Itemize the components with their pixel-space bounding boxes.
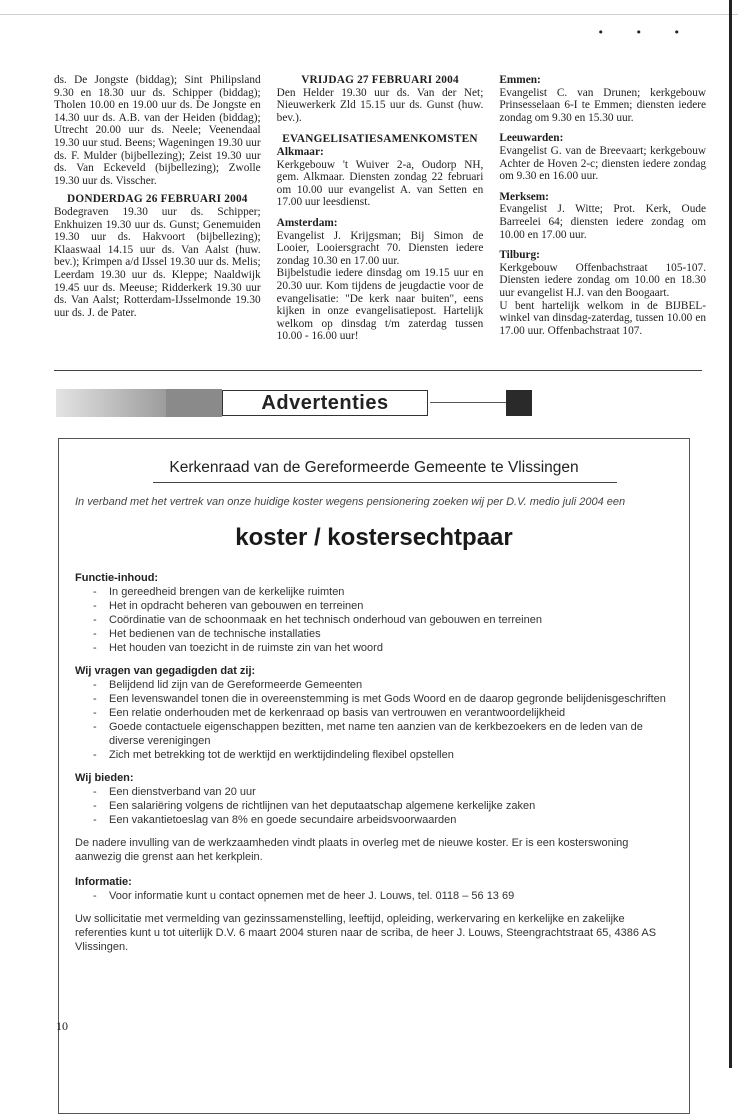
list-item: - Een salariëring volgens de richtlijnen van het deputaatschap algemene kerkelijke zaken — [93, 799, 675, 813]
col2-text-2: Kerkgebouw 't Wuiver 2-a, Oudorp NH, gem. Alkmaar. Diensten zondag 22 februari om 10.00 uur evangelist A. van Setten en 17.00 uur leesdienst. — [276, 158, 484, 209]
col3-location-merksem: Merksem: — [499, 190, 549, 203]
col2-text-3: Evangelist J. Krijgsman; Bij Simon de Looier, Looiersgracht 70. Diensten iedere zondag 10.30 en 17.00 uur. — [276, 229, 484, 267]
list-item: - Een vakantietoeslag van 8% en goede secundaire arbeidsvoorwaarden — [93, 813, 675, 827]
list-item: - Een relatie onderhouden met de kerkenraad op basis van vertrouwen en verantwoordelijkheid — [93, 706, 675, 720]
vragen-heading: Wij vragen van gegadigden dat zij: — [75, 665, 256, 677]
ad-title-underline — [153, 482, 617, 483]
job-advertisement — [58, 438, 690, 1114]
section-divider — [54, 370, 702, 371]
list-item: - Zich met betrekking tot de werktijd en werktijdindeling flexibel opstellen — [93, 748, 675, 762]
list-item: - Belijdend lid zijn van de Gereformeerde Gemeenten — [93, 678, 675, 692]
col3-text-2: Evangelist G. van de Breevaart; kerkgebouw Achter de Hoven 2-c; diensten iedere zondag om 9.30 en 16.00 uur. — [499, 144, 707, 183]
list-item: - Een dienstverband van 20 uur — [93, 785, 675, 799]
col2-text-1: Den Helder 19.30 uur ds. Van der Net; Nieuwerkerk Zld 15.15 uur ds. Gunst (huw. bev.). — [276, 86, 484, 124]
banner-title: Advertenties — [222, 390, 428, 416]
col3-location-leeuwarden: Leeuwarden: — [499, 132, 564, 145]
bieden-heading: Wij bieden: — [75, 772, 134, 784]
col3-text-4: Kerkgebouw Offenbachstraat 105-107. Diensten iedere zondag om 10.00 en 18.30 uur evangelist H.J. van den Boogaart. — [499, 261, 707, 299]
list-item: - Het bedienen van de technische installaties — [93, 627, 675, 641]
col1-text-1: ds. De Jongste (biddag); Sint Philipsland 9.30 en 18.30 uur ds. Schipper (biddag); Tholen 10.00 en 19.00 uur ds. De Jongste en 14.30 uur ds. A.B. van der Heiden (biddag); Utrecht 20.00 uur ds. Neele; Veenendaal 19.30 uur stud. Beens; Wageningen 19.30 uur ds. F. Mulder (bijbellezing); Zeist 19.30 uur ds. Van Eckeveld (bijbellezing); Zwolle 19.30 uur ds. Visscher. — [54, 74, 261, 187]
vragen-list — [75, 678, 675, 762]
column-3 — [499, 74, 706, 343]
nadere-paragraph: De nadere invulling van de werkzaamheden vindt plaats in overleg met de nieuwe koster. Er is een kosterswoning aanwezig die grenst aan het kerkplein. — [75, 837, 629, 863]
col1-text-2: Bodegraven 19.30 uur ds. Schipper; Enkhuizen 19.30 uur ds. Gunst; Genemuiden 19.30 uur ds. Hakvoort (bijbellezing); Klaaswaal 14.15 uur ds. Van Aalst (huw. bev.); Krimpen a/d IJssel 19.30 uur ds. Melis; Leerdam 19.30 uur ds. Kleppe; Naaldwijk 19.45 uur ds. Meeuse; Ridderkerk 19.30 uur ds. Van Aalst; Rotterdam-IJsselmonde 19.30 uur ds. J. de Pater. — [54, 205, 261, 319]
ad-intro: In verband met het vertrek van onze huidige koster wegens pensionering zoeken wij per D.V. medio juli 2004 een — [75, 496, 626, 508]
ad-job-title: koster / kostersechtpaar — [235, 524, 513, 551]
informatie-heading: Informatie: — [75, 876, 132, 888]
banner-gradient — [56, 389, 166, 417]
column-1 — [54, 74, 261, 343]
scan-edge-top — [0, 14, 738, 15]
list-item: - Voor informatie kunt u contact opnemen met de heer J. Louws, tel. 0118 – 56 13 69 — [93, 889, 675, 903]
banner-dark-block — [166, 389, 222, 417]
informatie-list — [75, 889, 675, 903]
ad-title: Kerkenraad van de Gereformeerde Gemeente te Vlissingen — [169, 459, 579, 476]
list-item: - Een levenswandel tonen die in overeenstemming is met Gods Woord en de daarop gegronde belijdenisgeschriften — [93, 692, 675, 706]
col3-text-1: Evangelist C. van Drunen; kerkgebouw Prinsesselaan 6-I te Emmen; diensten iedere zondag om 9.30 en 15.30 uur. — [499, 86, 707, 124]
col3-location-tilburg: Tilburg: — [499, 249, 540, 262]
col2-location-alkmaar: Alkmaar: — [276, 145, 324, 158]
service-listings — [54, 74, 706, 343]
col2-section-heading: EVANGELISATIESAMENKOMSTEN — [282, 133, 478, 146]
page-number: 10 — [56, 1019, 68, 1033]
col2-text-4: Bijbelstudie iedere dinsdag om 19.15 uur en 20.30 uur. Kom tijdens de jeugdactie voor de evangelisatie: "De kerk naar buiten", eens kijken in onze evangelisatiepost. Hartelijk welkom op dinsdag t/m zaterdag tussen 10.00 - 16.00 uur! — [276, 267, 484, 343]
col2-location-amsterdam: Amsterdam: — [276, 216, 338, 229]
banner-black-square — [506, 390, 532, 416]
list-item: - Coördinatie van de schoonmaak en het technisch onderhoud van gebouwen en terreinen — [93, 613, 675, 627]
ad-body — [75, 571, 675, 965]
col3-location-emmen: Emmen: — [499, 74, 541, 86]
functie-heading: Functie-inhoud: — [75, 572, 159, 584]
list-item: - Goede contactuele eigenschappen bezitten, met name ten aanzien van de kerkbezoekers en de leden van de diverse verenigingen — [93, 720, 675, 748]
list-item: - Het houden van toezicht in de ruimste zin van het woord — [93, 641, 675, 655]
col3-text-3: Evangelist J. Witte; Prot. Kerk, Oude Barreelei 64; diensten iedere zondag om 10.00 en 17.00 uur. — [499, 203, 707, 241]
column-2 — [277, 74, 484, 343]
header-marks: • • • — [597, 26, 694, 39]
list-item: - Het in opdracht beheren van gebouwen en terreinen — [93, 599, 675, 613]
sollicitatie-paragraph: Uw sollicitatie met vermelding van gezinssamenstelling, leeftijd, opleiding, werkervaring en kerkelijke en zakelijke referenties kunt u tot uiterlijk D.V. 6 maart 2004 sturen naar de scriba, de heer J. Louws, Steengrachtstraat 65, 4386 AS Vlissingen. — [75, 913, 657, 953]
bieden-list — [75, 785, 675, 827]
functie-list — [75, 585, 675, 655]
list-item: - In gereedheid brengen van de kerkelijke ruimten — [93, 585, 675, 599]
advertenties-banner — [56, 389, 478, 417]
scan-edge-right — [729, 0, 732, 1068]
col2-day-heading: VRIJDAG 27 FEBRUARI 2004 — [301, 74, 459, 86]
col1-day-heading: DONDERDAG 26 FEBRUARI 2004 — [67, 193, 248, 206]
banner-line — [430, 402, 506, 403]
col3-text-5: U bent hartelijk welkom in de BIJBEL-winkel van dinsdag-zaterdag, tussen 10.00 en 17.00 uur. Offenbachstraat 107. — [499, 299, 707, 337]
